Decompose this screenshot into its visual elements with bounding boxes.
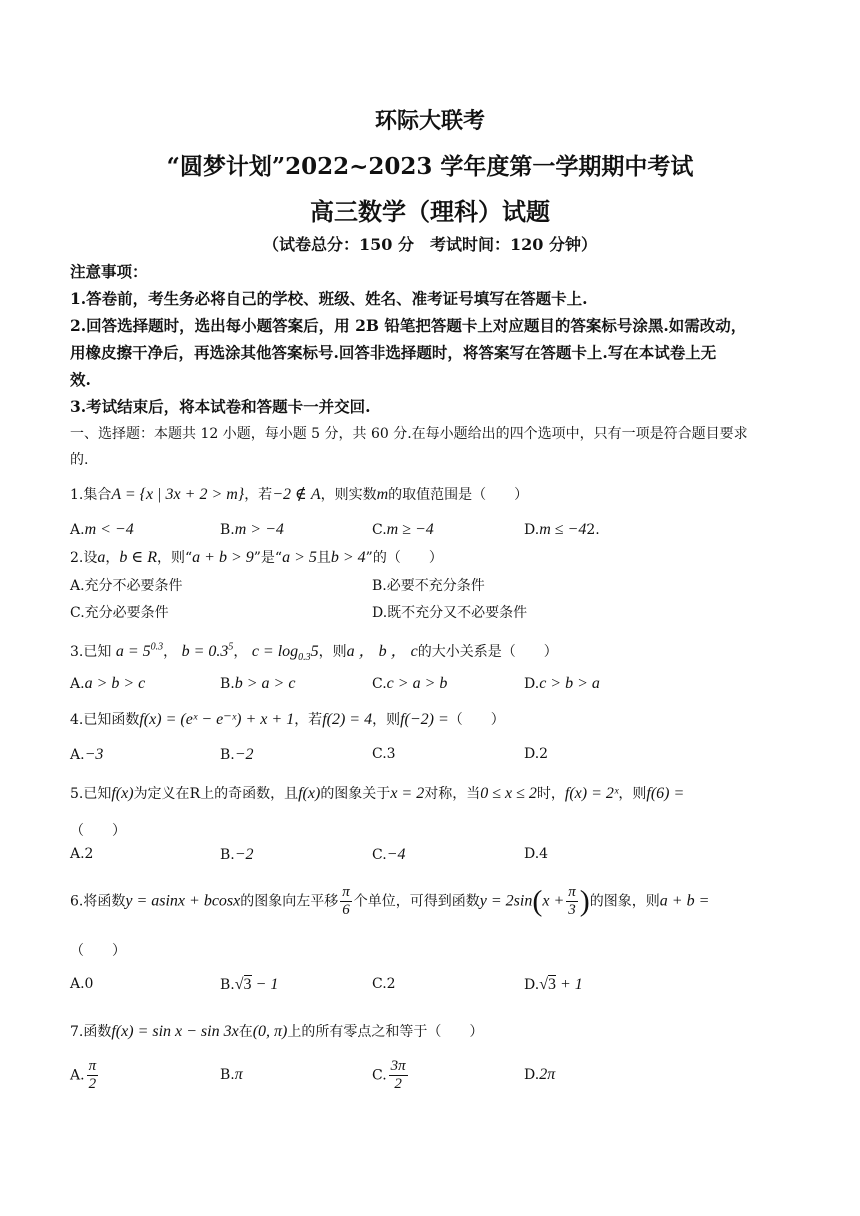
q6-option-d: D.√3 + 1 <box>524 976 583 993</box>
q4-option-b: B.−2 <box>220 746 254 763</box>
q1-cond: −2 ∉ A <box>272 486 321 503</box>
question-1 <box>70 484 810 504</box>
exam-title: “圆梦计划”2022~2023 学年度第一学期期中考试 <box>166 153 694 180</box>
q4-option-a: A.−3 <box>70 746 104 763</box>
q3-option-b: B.b > a > c <box>220 675 296 692</box>
question-6: 6.将函数y = asinx + bcosx的图象向左平移 $\frac{\pi}{6}$ 个单位，可得到函数y = 2sin(x + $\frac{\pi}{3}$ )的图象，则a + b = <box>70 884 710 918</box>
question-2: 2.设a，b ∈ R，则“a + b > 9”是“a > 5且b > 4”的（ ） <box>70 549 443 566</box>
q2-option-c: C.充分必要条件 <box>70 605 169 621</box>
q1-mid: ，若 <box>244 487 273 503</box>
question-4: 4.已知函数f(x) = (eˣ − e⁻ˣ) + x + 1，若f(2) = 4，则f(−2) =（ ） <box>70 711 505 728</box>
notice-item-2c: 效. <box>70 370 91 389</box>
section-heading <box>70 421 800 473</box>
q5-option-b: B.−2 <box>220 846 254 863</box>
section-line-2: 的. <box>70 452 89 468</box>
q7-option-a: A. $\frac{\pi}{2}$ <box>70 1058 97 1092</box>
q6-g-frac: $\frac{\pi}{3}$ <box>568 884 576 918</box>
q5-option-d: D.4 <box>524 846 549 862</box>
q7-option-c: C. $\frac{3\pi}{2}$ <box>372 1058 406 1092</box>
notice-item-2a: 2.回答选择题时，选出每小题答案后，用 2B 铅笔把答题卡上对应题目的答案标号涂黑.如需改动， <box>70 316 747 335</box>
q6-option-a: A.0 <box>70 976 94 992</box>
q3-options <box>70 675 810 697</box>
q2-options-row1 <box>70 575 810 597</box>
notice-item-2b: 用橡皮擦干净后，再选涂其他答案标号.回答非选择题时，将答案写在答题卡上.写在本试卷上无 <box>70 343 717 362</box>
q6-paren: （ ） <box>70 943 126 959</box>
subject-title: 高三数学（理科）试题 <box>310 197 550 226</box>
q1-option-c: C.m ≥ −4 <box>372 521 434 538</box>
q7-option-b: B.π <box>220 1066 243 1083</box>
q2-option-d: D.既不充分又不必要条件 <box>372 605 528 621</box>
q1-var: m <box>376 486 389 503</box>
notice-item-1: 1.答卷前，考生务必将自己的学校、班级、姓名、准考证号填写在答题卡上. <box>70 289 588 308</box>
q2-option-a: A.充分不必要条件 <box>70 578 183 594</box>
notice-block <box>70 258 800 420</box>
q5-paren: （ ） <box>70 823 126 839</box>
q5-options <box>70 846 810 868</box>
q1-option-a: A.m < −4 <box>70 521 134 538</box>
q3-option-c: C.c > a > b <box>372 675 448 692</box>
q2-option-b: B.必要不充分条件 <box>372 578 485 594</box>
q1-end: 的取值范围是（ ） <box>388 487 529 503</box>
notice-title: 注意事项： <box>70 262 148 281</box>
question-5: 5.已知f(x)为定义在R上的奇函数，且f(x)的图象关于x = 2对称，当0 ≤ x ≤ 2时，f(x) = 2ˣ，则f(6) = <box>70 785 685 802</box>
question-7: 7.函数f(x) = sin x − sin 3x在(0, π)上的所有零点之和等于（ ） <box>70 1023 484 1040</box>
q4-options <box>70 746 810 768</box>
q1-prefix: 1.集合 <box>70 487 112 503</box>
q1-options <box>70 521 810 543</box>
q1-option-d: D.m ≤ −42. <box>524 521 600 538</box>
section-line-1: 一、选择题：本题共 12 小题，每小题 5 分，共 60 分.在每小题给出的四个选项中，只有一项是符合题目要求 <box>70 426 748 442</box>
q1-tail: ，则实数 <box>320 487 377 503</box>
q6-shift-frac: $\frac{\pi}{6}$ <box>342 884 350 918</box>
q3-option-d: D.c > b > a <box>524 675 600 692</box>
exam-series-title: 环际大联考 <box>374 108 485 134</box>
q2-options-row2 <box>70 602 810 624</box>
q3-b-def: $b = 0.3^5$ <box>181 641 234 660</box>
q5-option-c: C.−4 <box>372 846 406 863</box>
q3-c-def: $c = \log_{0.3}5$ <box>251 643 319 664</box>
q6-option-c: C.2 <box>372 976 396 992</box>
q4-option-c: C.3 <box>372 746 396 762</box>
q1-option-b: B.m > −4 <box>220 521 284 538</box>
exam-info: （试卷总分：150 分 考试时间：120 分钟） <box>263 235 597 254</box>
q5-option-a: A.2 <box>70 846 94 862</box>
q4-option-d: D.2 <box>524 746 549 762</box>
q6-options <box>70 976 810 1000</box>
q3-option-a: A.a > b > c <box>70 675 146 692</box>
notice-item-3: 3.考试结束后，将本试卷和答题卡一并交回. <box>70 397 371 416</box>
q6-option-b: B.√3 − 1 <box>220 976 279 993</box>
question-3: 3.已知 $a = 5^{0.3}$， $b = 0.3^5$， $c = \log_{0.3}5$，则a ， b ， c的大小关系是（ ） <box>70 641 558 664</box>
q1-set: A = {x | 3x + 2 > m} <box>111 486 245 503</box>
q7-options <box>70 1058 810 1098</box>
q3-a-def: $a = 5^{0.3}$ <box>115 641 164 660</box>
q7-option-d: D.2π <box>524 1066 556 1083</box>
